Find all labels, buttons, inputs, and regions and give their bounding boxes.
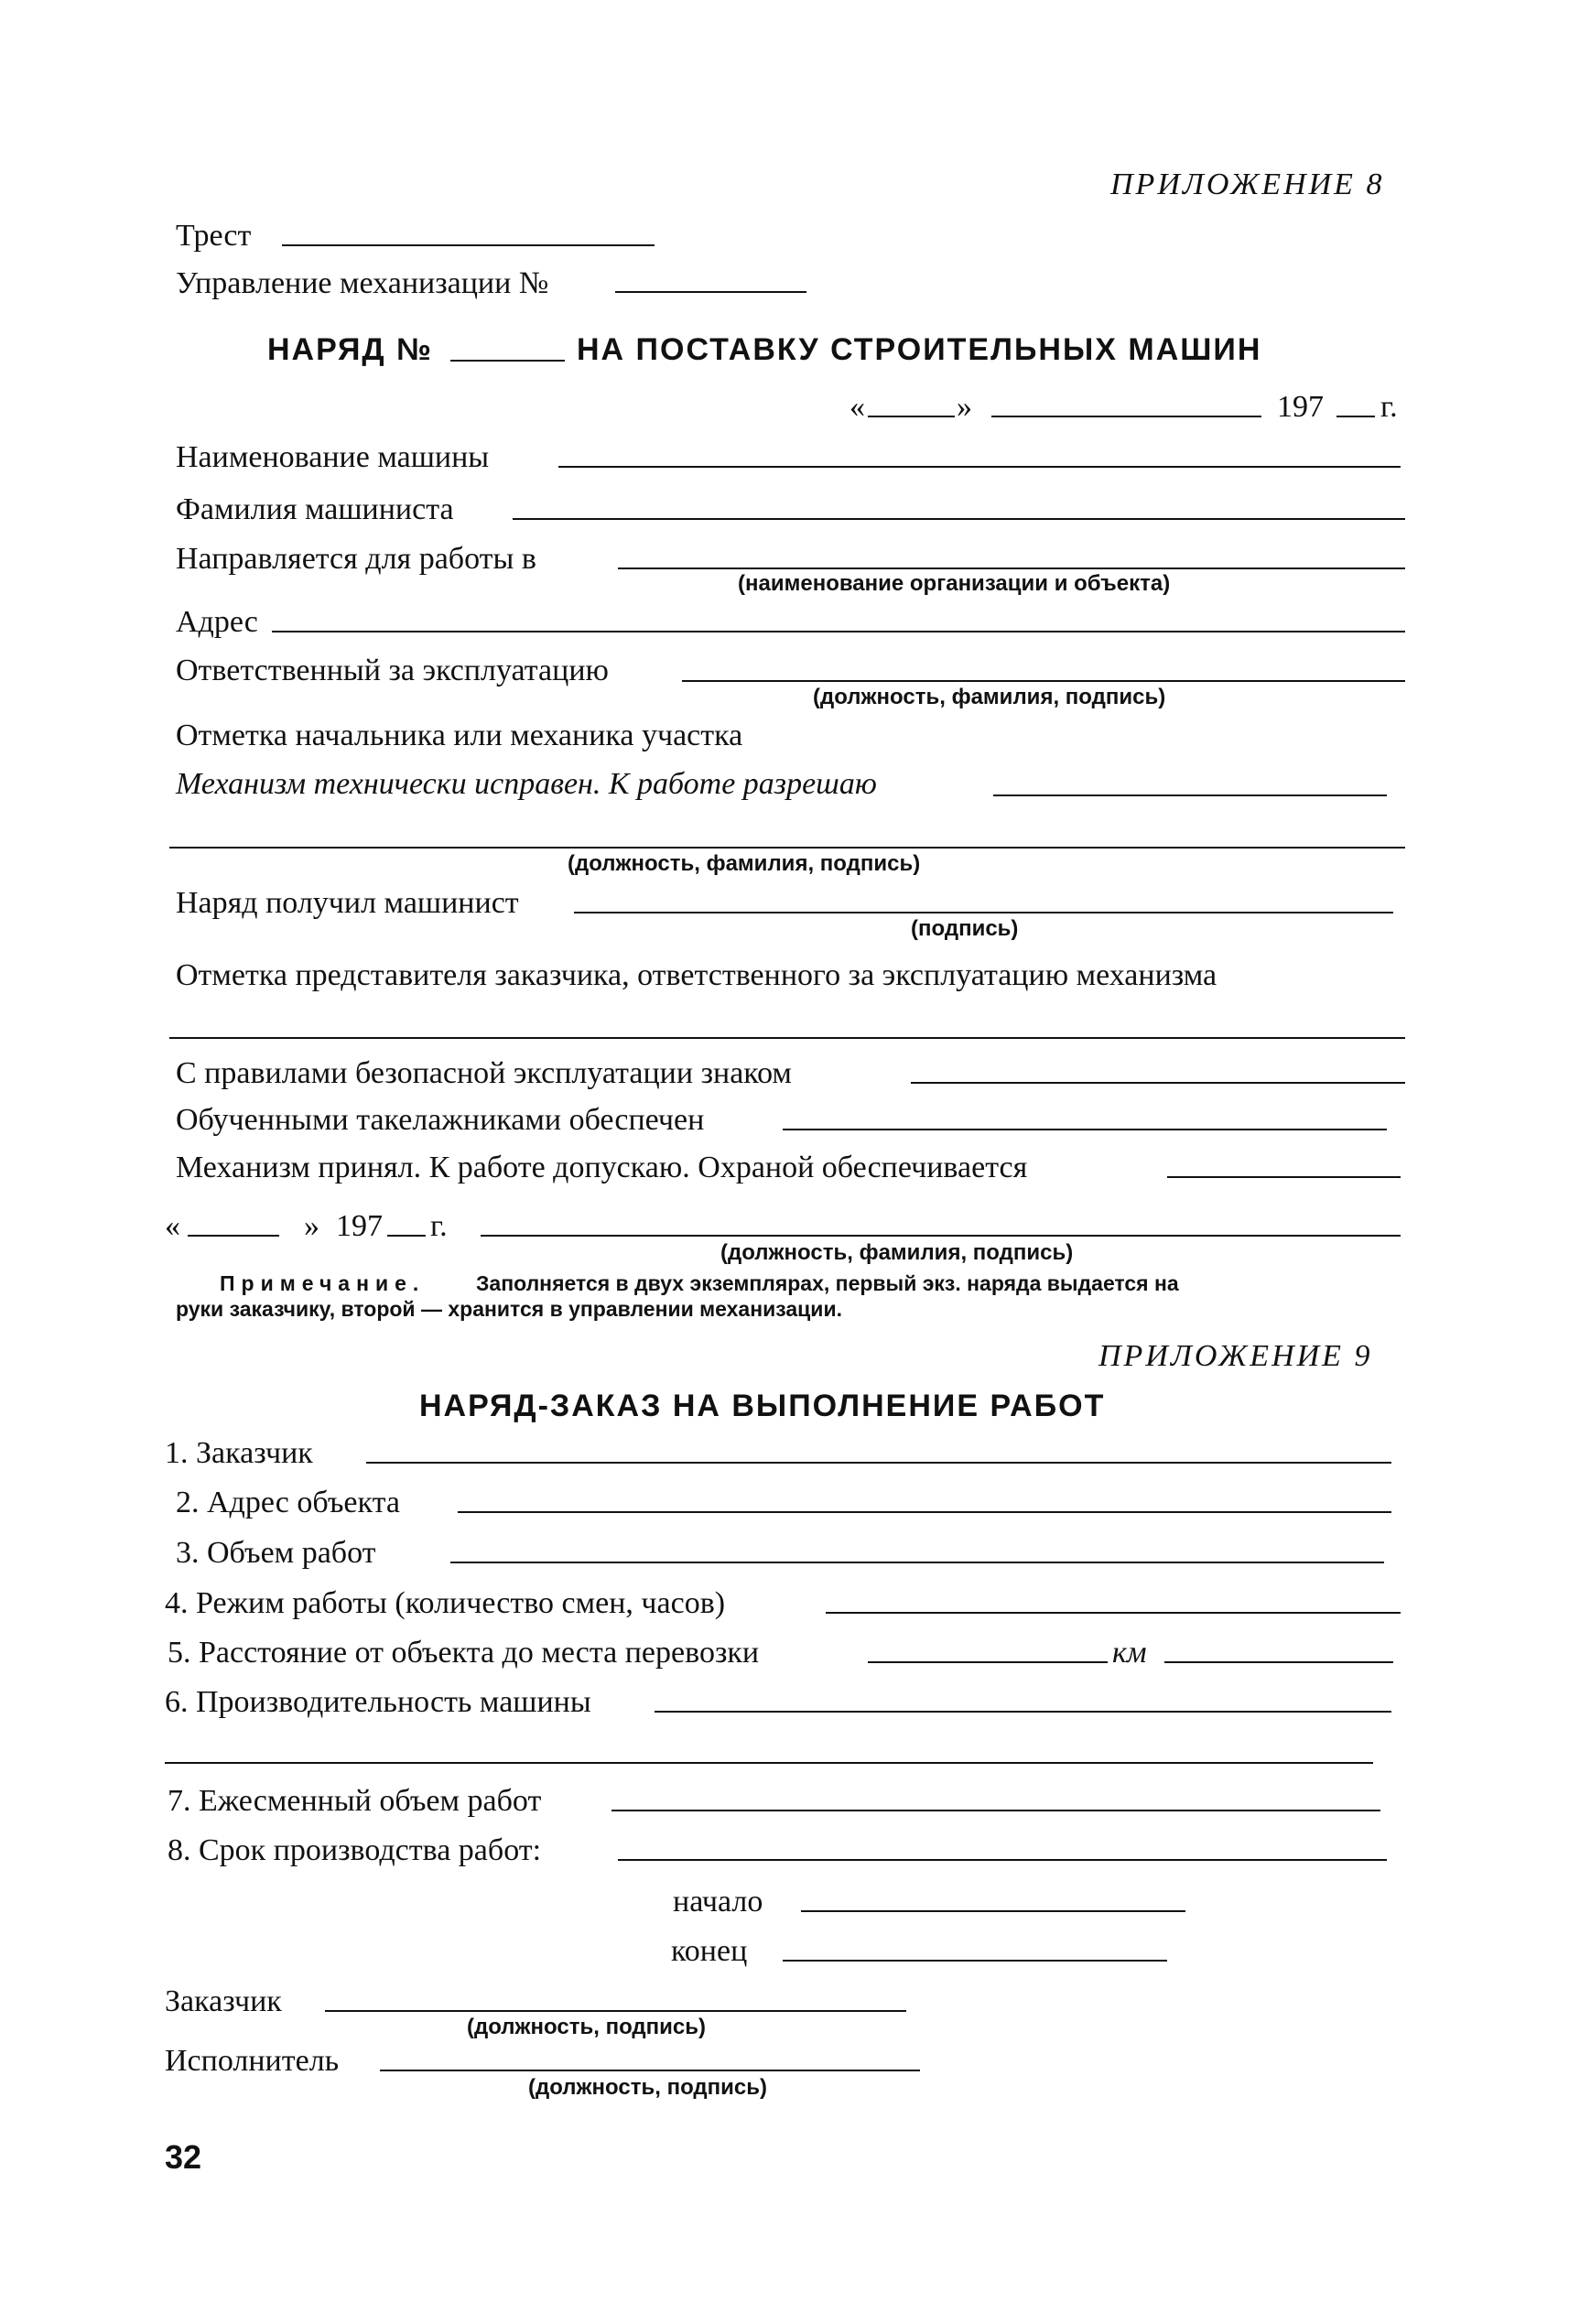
received-signature-field[interactable]: [574, 912, 1393, 913]
item-volume-field[interactable]: [450, 1562, 1384, 1563]
riggers-field[interactable]: [783, 1129, 1387, 1130]
operator-name-field[interactable]: [513, 518, 1405, 520]
sent-to-label: Направляется для работы в: [176, 542, 536, 576]
order-title: НА ПОСТАВКУ СТРОИТЕЛЬНЫХ МАШИН: [577, 332, 1262, 367]
responsible-label: Ответственный за эксплуатацию: [176, 654, 609, 687]
machine-name-field[interactable]: [558, 466, 1401, 468]
item-customer-label: 1. Заказчик: [165, 1436, 313, 1470]
date2-day-field[interactable]: [188, 1235, 279, 1237]
final-signature-field[interactable]: [481, 1235, 1401, 1237]
address-label: Адрес: [176, 605, 258, 639]
date2-suffix: г.: [430, 1209, 448, 1243]
customer-mark-label: Отметка представителя заказчика, ответственного за эксплуатацию механизма: [176, 958, 1217, 992]
customer-signature-caption: (должность, подпись): [467, 2015, 706, 2039]
date-month-field[interactable]: [991, 416, 1261, 417]
order-number-field[interactable]: [450, 360, 565, 362]
item-distance-label: 5. Расстояние от объекта до места перевозки: [168, 1636, 760, 1670]
tech-ok-label: Механизм технически исправен. К работе разрешаю: [176, 767, 877, 801]
address-field[interactable]: [272, 631, 1405, 632]
date2-year-field[interactable]: [387, 1235, 426, 1237]
date2-close-quote: »: [304, 1209, 319, 1243]
item-volume-label: 3. Объем работ: [176, 1536, 376, 1570]
order-title-prefix: НАРЯД №: [267, 332, 433, 367]
date-year-field[interactable]: [1336, 416, 1375, 417]
item-customer-field[interactable]: [366, 1462, 1391, 1464]
km-unit-label: км: [1112, 1636, 1147, 1670]
appendix-9-label: ПРИЛОЖЕНИЕ 9: [1098, 1339, 1373, 1373]
customer-signature-field[interactable]: [325, 2010, 906, 2012]
safety-rules-label: С правилами безопасной эксплуатации знаком: [176, 1056, 792, 1090]
machine-name-label: Наименование машины: [176, 440, 490, 474]
responsible-field[interactable]: [682, 680, 1405, 682]
date2-open-quote: «: [165, 1209, 180, 1243]
sent-to-field[interactable]: [618, 567, 1405, 569]
sent-to-caption: (наименование организации и объекта): [738, 571, 1171, 596]
item-productivity-field-2[interactable]: [165, 1762, 1373, 1764]
item-mode-field[interactable]: [826, 1612, 1401, 1614]
note-word: Примечание.: [220, 1271, 426, 1295]
received-label: Наряд получил машинист: [176, 886, 519, 920]
item-term-field[interactable]: [618, 1859, 1387, 1861]
item-mode-label: 4. Режим работы (количество смен, часов): [165, 1586, 726, 1620]
guard-field[interactable]: [1167, 1176, 1401, 1178]
operator-name-label: Фамилия машиниста: [176, 492, 454, 526]
item-term-label: 8. Срок производства работ:: [168, 1833, 542, 1867]
note-line-1: Заполняется в двух экземплярах, первый экз. наряда выдается на: [476, 1271, 1179, 1295]
item-productivity-field[interactable]: [655, 1711, 1391, 1713]
safety-rules-field[interactable]: [911, 1082, 1405, 1084]
final-caption: (должность, фамилия, подпись): [720, 1240, 1074, 1265]
executor-signature-field[interactable]: [380, 2070, 920, 2071]
item-address-field[interactable]: [458, 1511, 1391, 1513]
date2-year: 197: [336, 1209, 383, 1243]
work-order-title: НАРЯД-ЗАКАЗ НА ВЫПОЛНЕНИЕ РАБОТ: [419, 1389, 1106, 1423]
date-open-quote: «: [849, 390, 865, 424]
item-shift-volume-field[interactable]: [611, 1810, 1380, 1811]
date-day-field[interactable]: [868, 416, 955, 417]
executor-signature-label: Исполнитель: [165, 2044, 340, 2078]
customer-mark-field[interactable]: [169, 1037, 1405, 1039]
tech-ok-field[interactable]: [993, 794, 1387, 796]
start-field[interactable]: [801, 1910, 1185, 1912]
item-productivity-label: 6. Производительность машины: [165, 1685, 591, 1719]
item-shift-volume-label: 7. Ежесменный объем работ: [168, 1784, 542, 1818]
item-address-label: 2. Адрес объекта: [176, 1486, 400, 1519]
page-number: 32: [165, 2138, 202, 2176]
trust-label: Трест: [176, 219, 252, 253]
end-field[interactable]: [783, 1960, 1167, 1962]
date-year-suffix: г.: [1380, 390, 1398, 424]
mech-dept-number-field[interactable]: [615, 291, 806, 293]
chief-mark-label: Отметка начальника или механика участка: [176, 719, 743, 752]
received-caption: (подпись): [911, 916, 1019, 941]
trust-field[interactable]: [282, 244, 655, 246]
responsible-caption: (должность, фамилия, подпись): [813, 685, 1166, 709]
chief-signature-field[interactable]: [169, 847, 1405, 849]
mech-dept-label: Управление механизации №: [176, 266, 549, 300]
accepted-label: Механизм принял. К работе допускаю. Охраной обеспечивается: [176, 1151, 1028, 1184]
note-line-2: руки заказчику, второй — хранится в управлении механизации.: [176, 1297, 842, 1321]
executor-signature-caption: (должность, подпись): [528, 2075, 767, 2100]
date-year-prefix: 197: [1277, 390, 1324, 424]
item-distance-field[interactable]: [868, 1661, 1108, 1663]
customer-signature-label: Заказчик: [165, 1984, 282, 2018]
date-close-quote: »: [957, 390, 972, 424]
item-distance-extra-field[interactable]: [1164, 1661, 1393, 1663]
riggers-label: Обученными такелажниками обеспечен: [176, 1103, 705, 1137]
appendix-8-label: ПРИЛОЖЕНИЕ 8: [1110, 168, 1385, 201]
chief-caption: (должность, фамилия, подпись): [568, 851, 921, 876]
end-label: конец: [671, 1934, 748, 1968]
start-label: начало: [673, 1885, 763, 1919]
